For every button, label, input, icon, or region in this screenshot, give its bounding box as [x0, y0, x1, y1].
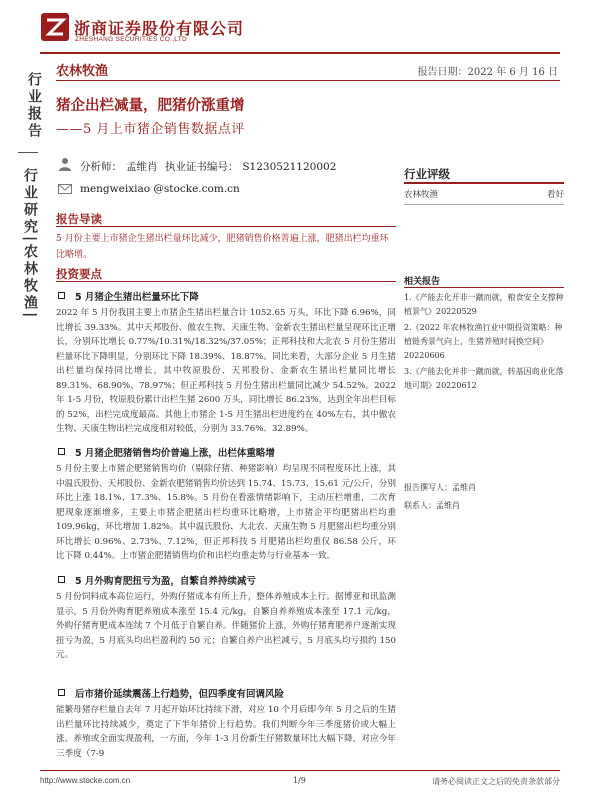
footer-url[interactable]: http://www.stocke.com.cn	[40, 776, 131, 785]
rating-sector: 农林牧渔	[404, 190, 439, 200]
writer-label: 报告撰写人：	[404, 483, 452, 492]
point-4-title-text: 后市猪价延续震荡上行趋势，但四季度有回调风险	[75, 689, 285, 700]
checkbox-icon	[58, 292, 65, 299]
company-name-cn: 浙商证券股份有限公司	[74, 19, 245, 38]
cert-number: S1230521120002	[242, 161, 337, 173]
point-3-body: 5 月份饲料成本高位运行，外购仔猪成本有所上升，整体养殖成本上行。据博亚和讯监测显示，5 月份外购育肥养殖成本涨至 15.4 元/kg，自繁自养养殖成本涨至 17.1 元/kg，外购仔猪育肥成本连续 7 个月低于自繁自养。伴随猪价上涨，外购仔猪育肥养户逐渐实现扭亏为盈，5 月底头均出栏盈利约 50 元；自繁自养户出栏减亏，5 月底头均亏损约 150 元。	[56, 592, 396, 660]
related-item[interactable]: 3.《产能去化并非一蹴而就，转基因商业化落地可期》20220612	[404, 367, 564, 390]
contact-name: 孟维肖	[436, 501, 460, 510]
analyst-email[interactable]: mengweixiao @stocke.com.cn	[80, 183, 240, 195]
sector-title: 农林牧渔	[56, 64, 109, 79]
point-4-body: 能繁母猪存栏量自去年 7 月起开始环比持续下滑，对应 10 个月后即今年 5 月之后的生猪出栏量环比持续减少，奠定了下半年猪价上行趋势。我们判断今年三季度猪价或大幅上涨。养殖或全面实现盈利，一方面，今年 1-3 月份新生仔猪数量环比大幅下降，对应今年三季度（7-9	[56, 705, 396, 759]
point-1-title-text: 5 月猪企生猪出栏量环比下降	[75, 292, 199, 303]
side-label-report-type: 行业报告	[26, 72, 42, 140]
footer-disclaimer: 请务必阅读正文之后的免责条款部分	[432, 777, 560, 786]
point-3-title-text: 5 月外购育肥扭亏为盈，自繁自养持续减亏	[75, 576, 256, 587]
mail-icon	[58, 184, 72, 194]
related-list	[404, 291, 569, 395]
person-icon	[58, 157, 72, 171]
side-label-sector: 行业研究|农林牧渔|	[22, 168, 38, 321]
page-number: 1/9	[293, 776, 306, 785]
company-name-en: ZHESHANG SECURITIES CO.,LTD	[75, 36, 187, 43]
report-date: 报告日期：2022 年 6 月 16 日	[417, 67, 558, 78]
point-2-title-text: 5 月猪企肥猪销售均价普遍上涨，出栏体重略增	[75, 448, 275, 459]
checkbox-icon	[58, 689, 65, 696]
related-item[interactable]: 2.《2022 年农林牧渔行业中期投资策略：种植链秀景气向上，生猪养殖时间换空间》20220606	[404, 323, 563, 360]
company-logo	[40, 12, 245, 52]
guide-text: 5 月份主要上市猪企生猪出栏量环比减少，肥猪销售价格普遍上涨，肥猪出栏均重环比略增。	[56, 234, 389, 260]
company-logo-icon	[40, 12, 70, 42]
points-divider	[56, 281, 396, 282]
footer-divider	[40, 770, 560, 771]
point-1-title	[58, 289, 199, 303]
contact-label: 联系人：	[404, 501, 436, 510]
page-subtitle: ——5 月上市猪企销售数据点评	[56, 122, 245, 137]
points-heading: 投资要点	[56, 267, 102, 281]
writer-line	[404, 482, 476, 493]
contact-line	[404, 500, 460, 511]
point-2-title	[58, 445, 275, 459]
guide-heading: 报告导读	[56, 212, 102, 226]
related-divider	[404, 287, 564, 288]
analyst-label: 分析师：	[80, 161, 122, 173]
related-heading: 相关报告	[404, 277, 441, 287]
sector-divider	[56, 80, 560, 81]
rating-row	[404, 188, 564, 200]
related-item[interactable]: 1.《产能去化开非一蹴而就，粮食安全支撑种植景气》20220529	[404, 293, 564, 316]
point-1-body: 2022 年 5 月份我国主要上市猪企生猪出栏量合计 1052.65 万头，环比下降 6.96%，同比增长 39.33%。其中天邦股份、傲农生物、天康生物、金新农生猪出栏量呈现环比正增长，分别环比增长 0.77%/10.31%/18.32%/37.05%；正邦科技和大北农 5 月份生猪出栏量环比下降明显，分别环比下降 18.39%、18.87%。同比来看，大部分企业 5 月生猪出栏量均保持同比增长，其中牧原股份、天邦股份、金新农生猪出栏量同比增长 89.31%、68.90%、78.97%；但正邦科技 5 月份生猪出栏量同比减少 54.52%。2022 年 1-5 月份，牧原股份累计出栏生猪 2600 万头，同比增长 86.23%，达到全年出栏目标的 52%，出栏完成度最高。其他上市猪企 1-5 月生猪出栏进度约在 40%左右，其中傲农生物、天康生物出栏完成度相对较低，分别为 33.76%、32.89%。	[56, 308, 396, 434]
analyst-info	[80, 159, 340, 174]
header-divider	[40, 52, 560, 54]
rating-divider	[404, 182, 564, 184]
guide-divider	[56, 226, 396, 227]
rating-heading: 行业评级	[404, 167, 450, 181]
rating-value: 看好	[546, 190, 564, 200]
point-2-body: 5 月份主要上市猪企肥猪销售均价（剔除仔猪、种猪影响）均呈现不同程度环比上涨，其中温氏股份、天邦股份、金新农肥猪销售均价达到 15.74、15.73、15.61 元/公斤，分别环比上涨 18.1%、17.3%、15.8%。5 月份在看涨情绪影响下，主动压栏增重，二次育肥现象逐渐增多，主要上市猪企肥猪出栏均重环比略增，上市猪企平均肥猪出栏均重 109.96kg，环比增加 1.82%。其中温氏股份、大北农、天康生物 5 月肥猪出栏均重分别环比增长 0.96%、2.73%、7.12%，但正邦科技 5 月肥猪出栏均重仅 86.58 公斤，环比下降 0.44%。上市猪企肥猪销售均价和出栏均重走势与行业基本一致。	[56, 464, 396, 561]
cert-label: 执业证书编号：	[164, 161, 239, 173]
rating-row-divider	[404, 204, 564, 205]
page-title: 猪企出栏减量，肥猪价涨重增	[56, 98, 245, 114]
analyst-name: 孟维肖	[126, 161, 158, 173]
writer-name: 孟维肖	[452, 483, 476, 492]
checkbox-icon	[58, 448, 65, 455]
point-4-title	[58, 686, 284, 700]
side-divider-1	[18, 152, 38, 153]
checkbox-icon	[58, 576, 65, 583]
point-3-title	[58, 573, 256, 587]
